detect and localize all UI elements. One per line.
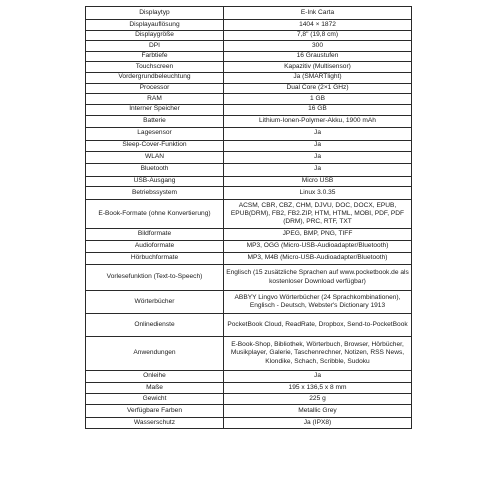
spec-value: E-Book-Shop, Bibliothek, Wörterbuch, Browser, Hörbücher, Musikplayer, Galerie, Taschenrechner, Notizen, RSS News, Klondike, Schach, Scribble, Sudoku <box>224 337 412 371</box>
spec-value: MP3, OGG (Micro-USB-Audioadapter/Bluetooth) <box>224 241 412 253</box>
spec-value: 7,8" (19,8 cm) <box>224 30 412 41</box>
spec-label: Onlinedienste <box>86 314 224 337</box>
spec-row <box>86 337 412 371</box>
spec-label: Interner Speicher <box>86 104 224 115</box>
spec-label: Bluetooth <box>86 163 224 176</box>
spec-label: Lagesensor <box>86 127 224 140</box>
spec-row <box>86 291 412 314</box>
spec-label: Wörterbücher <box>86 291 224 314</box>
spec-row <box>86 140 412 151</box>
spec-value: Dual Core (2×1 GHz) <box>224 83 412 94</box>
spec-label: Farbtiefe <box>86 51 224 62</box>
spec-row <box>86 151 412 163</box>
spec-value: Linux 3.0.35 <box>224 187 412 200</box>
spec-label: WLAN <box>86 151 224 163</box>
spec-label: Onleihe <box>86 371 224 383</box>
spec-table-body <box>86 7 412 429</box>
spec-value: Lithium-Ionen-Polymer-Akku, 1900 mAh <box>224 115 412 127</box>
spec-label: Betriebssystem <box>86 187 224 200</box>
spec-value: 225 g <box>224 394 412 405</box>
spec-label: DPI <box>86 41 224 52</box>
spec-value: 1 GB <box>224 94 412 105</box>
spec-label: Batterie <box>86 115 224 127</box>
spec-label: E-Book-Formate (ohne Konvertierung) <box>86 200 224 229</box>
spec-row <box>86 62 412 73</box>
spec-row <box>86 94 412 105</box>
spec-value: Ja <box>224 163 412 176</box>
spec-row <box>86 253 412 265</box>
spec-label: Audioformate <box>86 241 224 253</box>
spec-table-container <box>85 6 411 429</box>
spec-label: Bildformate <box>86 229 224 241</box>
spec-label: Vordergrundbeleuchtung <box>86 72 224 83</box>
spec-value: E-Ink Carta <box>224 7 412 20</box>
spec-value: Ja (SMARTlight) <box>224 72 412 83</box>
spec-label: Displayauflösung <box>86 20 224 31</box>
spec-value: 16 Graustufen <box>224 51 412 62</box>
spec-row <box>86 83 412 94</box>
spec-row <box>86 371 412 383</box>
spec-label: Processor <box>86 83 224 94</box>
spec-row <box>86 115 412 127</box>
spec-label: Displaygröße <box>86 30 224 41</box>
spec-row <box>86 41 412 52</box>
spec-row <box>86 176 412 187</box>
spec-label: Verfügbare Farben <box>86 405 224 418</box>
spec-row <box>86 7 412 20</box>
spec-value: JPEG, BMP, PNG, TIFF <box>224 229 412 241</box>
spec-row <box>86 229 412 241</box>
spec-row <box>86 200 412 229</box>
spec-row <box>86 163 412 176</box>
spec-label: Vorlesefunktion (Text-to-Speech) <box>86 265 224 291</box>
spec-row <box>86 127 412 140</box>
spec-value: Ja <box>224 151 412 163</box>
spec-row <box>86 383 412 394</box>
spec-row <box>86 241 412 253</box>
spec-row <box>86 30 412 41</box>
spec-row <box>86 187 412 200</box>
spec-value: Metallic Grey <box>224 405 412 418</box>
spec-value: MP3, M4B (Micro-USB-Audioadapter/Bluetooth) <box>224 253 412 265</box>
spec-row <box>86 418 412 429</box>
spec-label: USB-Ausgang <box>86 176 224 187</box>
spec-value: 16 GB <box>224 104 412 115</box>
spec-value: ACSM, CBR, CBZ, CHM, DJVU, DOC, DOCX, EPUB, EPUB(DRM), FB2, FB2.ZIP, HTM, HTML, MOBI, PDF, PDF (DRM), PRC, RTF, TXT <box>224 200 412 229</box>
spec-value: Ja <box>224 371 412 383</box>
spec-label: Sleep-Cover-Funktion <box>86 140 224 151</box>
spec-value: 300 <box>224 41 412 52</box>
spec-value: Micro USB <box>224 176 412 187</box>
spec-label: Gewicht <box>86 394 224 405</box>
spec-row <box>86 394 412 405</box>
spec-value: Ja (IPX8) <box>224 418 412 429</box>
spec-value: 195 x 136,5 x 8 mm <box>224 383 412 394</box>
spec-label: Hörbuchformate <box>86 253 224 265</box>
spec-label: Maße <box>86 383 224 394</box>
spec-value: Kapazitiv (Multisensor) <box>224 62 412 73</box>
spec-table <box>85 6 412 429</box>
spec-label: Wasserschutz <box>86 418 224 429</box>
spec-value: Ja <box>224 127 412 140</box>
spec-row <box>86 72 412 83</box>
spec-value: 1404 × 1872 <box>224 20 412 31</box>
spec-label: Anwendungen <box>86 337 224 371</box>
spec-row <box>86 51 412 62</box>
spec-value: Englisch (15 zusätzliche Sprachen auf www.pocketbook.de als kostenloser Download verfügbar) <box>224 265 412 291</box>
spec-value: PocketBook Cloud, ReadRate, Dropbox, Send-to-PocketBook <box>224 314 412 337</box>
spec-value: ABBYY Lingvo Wörterbücher (24 Sprachkombinationen), Englisch - Deutsch, Webster's Dictionary 1913 <box>224 291 412 314</box>
spec-label: Touchscreen <box>86 62 224 73</box>
spec-value: Ja <box>224 140 412 151</box>
spec-row <box>86 20 412 31</box>
spec-label: Displaytyp <box>86 7 224 20</box>
spec-label: RAM <box>86 94 224 105</box>
spec-row <box>86 405 412 418</box>
spec-row <box>86 314 412 337</box>
spec-row <box>86 104 412 115</box>
spec-row <box>86 265 412 291</box>
